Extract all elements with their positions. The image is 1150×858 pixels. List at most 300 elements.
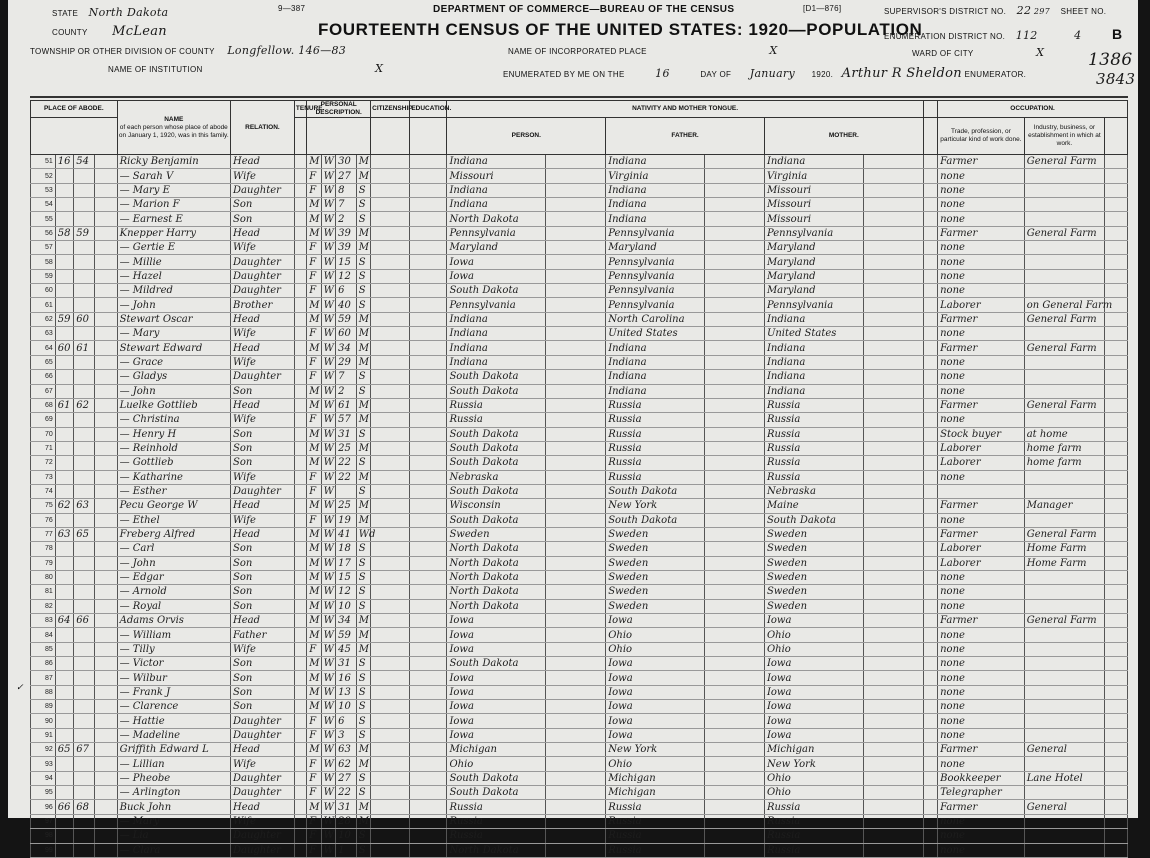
cell-m_pob: Indiana bbox=[764, 384, 863, 398]
cell-empty bbox=[94, 800, 117, 814]
cell-age: 63 bbox=[336, 743, 357, 757]
cell-ind bbox=[1024, 513, 1104, 527]
cell-empty bbox=[94, 671, 117, 685]
day-of-label: DAY OF bbox=[700, 70, 732, 79]
cell-dw bbox=[55, 685, 74, 699]
cell-name: — Mary bbox=[117, 814, 230, 828]
cell-ms: S bbox=[356, 556, 370, 570]
cell-empty bbox=[863, 499, 923, 513]
cell-sex: F bbox=[307, 255, 321, 269]
cell-name: — Arnold bbox=[117, 585, 230, 599]
cell-empty bbox=[294, 657, 306, 671]
cell-empty bbox=[94, 341, 117, 355]
cell-empty bbox=[371, 484, 410, 498]
cell-line: 75 bbox=[31, 499, 56, 513]
cell-empty bbox=[371, 413, 410, 427]
table-row bbox=[31, 671, 1128, 685]
cell-name: — Lillian bbox=[117, 757, 230, 771]
cell-race: W bbox=[321, 685, 335, 699]
cell-sex: M bbox=[307, 226, 321, 240]
cell-empty bbox=[705, 542, 765, 556]
cell-line: 98 bbox=[31, 829, 56, 843]
cell-race: W bbox=[321, 212, 335, 226]
cell-occ: Farmer bbox=[938, 614, 1025, 628]
cell-fam bbox=[74, 513, 95, 527]
cell-pob: Iowa bbox=[447, 728, 546, 742]
cell-line: 81 bbox=[31, 585, 56, 599]
cell-ms: S bbox=[356, 829, 370, 843]
cell-empty bbox=[294, 470, 306, 484]
cell-empty bbox=[294, 628, 306, 642]
cell-m_pob: Ohio bbox=[764, 786, 863, 800]
cell-fam: 67 bbox=[74, 743, 95, 757]
cell-age: 60 bbox=[336, 327, 357, 341]
cell-sex: F bbox=[307, 484, 321, 498]
table-row bbox=[31, 456, 1128, 470]
cell-empty bbox=[863, 527, 923, 541]
cell-empty bbox=[1105, 355, 1128, 369]
cell-empty bbox=[294, 843, 306, 857]
cell-ms: M bbox=[356, 312, 370, 326]
cell-rel: Son bbox=[230, 441, 294, 455]
cell-empty bbox=[371, 685, 410, 699]
cell-name: — Grace bbox=[117, 355, 230, 369]
cell-empty bbox=[546, 183, 606, 197]
cell-empty bbox=[923, 570, 937, 584]
col-mother: MOTHER. bbox=[764, 118, 923, 155]
cell-empty bbox=[863, 441, 923, 455]
cell-empty bbox=[705, 226, 765, 240]
cell-ind bbox=[1024, 700, 1104, 714]
cell-race: W bbox=[321, 298, 335, 312]
cell-line: 91 bbox=[31, 728, 56, 742]
cell-empty bbox=[546, 585, 606, 599]
cell-empty bbox=[705, 786, 765, 800]
cell-empty bbox=[923, 700, 937, 714]
cell-occ: none bbox=[938, 513, 1025, 527]
cell-empty bbox=[410, 499, 447, 513]
cell-empty bbox=[371, 398, 410, 412]
cell-m_pob: Iowa bbox=[764, 614, 863, 628]
cell-empty bbox=[371, 226, 410, 240]
cell-empty bbox=[546, 198, 606, 212]
cell-empty bbox=[94, 255, 117, 269]
cell-name: — Pheobe bbox=[117, 771, 230, 785]
cell-pob: Maryland bbox=[447, 241, 546, 255]
cell-empty bbox=[410, 585, 447, 599]
cell-line: 92 bbox=[31, 743, 56, 757]
cell-sex: M bbox=[307, 570, 321, 584]
cell-pob: Indiana bbox=[447, 183, 546, 197]
cell-empty bbox=[546, 484, 606, 498]
table-row bbox=[31, 513, 1128, 527]
cell-empty bbox=[863, 255, 923, 269]
cell-name: — Gottlieb bbox=[117, 456, 230, 470]
cell-sex: M bbox=[307, 384, 321, 398]
cell-empty bbox=[923, 398, 937, 412]
cell-pob: Pennsylvania bbox=[447, 298, 546, 312]
cell-empty bbox=[546, 226, 606, 240]
cell-age: 59 bbox=[336, 628, 357, 642]
cell-pob: South Dakota bbox=[447, 370, 546, 384]
col-person: PERSON. bbox=[447, 118, 606, 155]
cell-line: 86 bbox=[31, 657, 56, 671]
cell-m_pob: South Dakota bbox=[764, 513, 863, 527]
cell-empty bbox=[546, 542, 606, 556]
cell-line: 96 bbox=[31, 800, 56, 814]
cell-empty bbox=[371, 743, 410, 757]
cell-rel: Son bbox=[230, 671, 294, 685]
cell-empty bbox=[923, 355, 937, 369]
cell-fam bbox=[74, 556, 95, 570]
cell-sex: F bbox=[307, 786, 321, 800]
cell-ind bbox=[1024, 183, 1104, 197]
cell-empty bbox=[294, 527, 306, 541]
cell-empty bbox=[1105, 241, 1128, 255]
cell-empty bbox=[705, 628, 765, 642]
cell-empty bbox=[923, 800, 937, 814]
cell-empty bbox=[1105, 700, 1128, 714]
cell-ms: S bbox=[356, 542, 370, 556]
cell-empty bbox=[863, 599, 923, 613]
cell-fam bbox=[74, 370, 95, 384]
col-education: EDUCATION. bbox=[410, 101, 447, 118]
cell-pob: Russia bbox=[447, 398, 546, 412]
cell-m_pob: Russia bbox=[764, 398, 863, 412]
cell-empty bbox=[863, 743, 923, 757]
cell-line: 61 bbox=[31, 298, 56, 312]
supervisor-extra: 297 bbox=[1033, 7, 1050, 16]
cell-race: W bbox=[321, 628, 335, 642]
cell-name: — Sarah V bbox=[117, 169, 230, 183]
cell-empty bbox=[371, 599, 410, 613]
table-row bbox=[31, 413, 1128, 427]
col-occupation: OCCUPATION. bbox=[938, 101, 1128, 118]
cell-empty bbox=[1105, 169, 1128, 183]
cell-sex: F bbox=[307, 642, 321, 656]
cell-m_pob: Russia bbox=[764, 800, 863, 814]
cell-empty bbox=[371, 269, 410, 283]
cell-line: 80 bbox=[31, 570, 56, 584]
cell-occ: Farmer bbox=[938, 226, 1025, 240]
cell-age: 45 bbox=[336, 642, 357, 656]
cell-age: 8 bbox=[336, 183, 357, 197]
cell-fam bbox=[74, 786, 95, 800]
cell-ind bbox=[1024, 843, 1104, 857]
cell-empty bbox=[294, 155, 306, 169]
cell-rel: Son bbox=[230, 657, 294, 671]
cell-ms: S bbox=[356, 685, 370, 699]
cell-pob: Iowa bbox=[447, 642, 546, 656]
supervisor-value: 22 bbox=[1016, 4, 1032, 17]
cell-empty bbox=[294, 700, 306, 714]
table-row bbox=[31, 341, 1128, 355]
cell-empty bbox=[410, 484, 447, 498]
cell-empty bbox=[1105, 642, 1128, 656]
cell-ind bbox=[1024, 484, 1104, 498]
cell-fam bbox=[74, 685, 95, 699]
cell-empty bbox=[923, 814, 937, 828]
cell-empty bbox=[546, 413, 606, 427]
cell-fam bbox=[74, 183, 95, 197]
cell-empty bbox=[863, 685, 923, 699]
cell-line: 72 bbox=[31, 456, 56, 470]
cell-empty bbox=[923, 441, 937, 455]
cell-empty bbox=[705, 384, 765, 398]
cell-f_pob: Iowa bbox=[606, 714, 705, 728]
cell-rel: Wife bbox=[230, 470, 294, 484]
cell-empty bbox=[371, 728, 410, 742]
cell-fam: 54 bbox=[74, 155, 95, 169]
cell-occ: Farmer bbox=[938, 398, 1025, 412]
cell-empty bbox=[371, 183, 410, 197]
cell-empty bbox=[705, 413, 765, 427]
cell-empty bbox=[863, 155, 923, 169]
cell-pob: South Dakota bbox=[447, 771, 546, 785]
cell-empty bbox=[1105, 484, 1128, 498]
cell-empty bbox=[863, 570, 923, 584]
cell-rel: Son bbox=[230, 599, 294, 613]
cell-empty bbox=[705, 800, 765, 814]
cell-age: 13 bbox=[336, 685, 357, 699]
cell-age: 40 bbox=[336, 298, 357, 312]
cell-sex: F bbox=[307, 814, 321, 828]
cell-fam bbox=[74, 657, 95, 671]
cell-ind bbox=[1024, 284, 1104, 298]
cell-dw bbox=[55, 183, 74, 197]
cell-empty bbox=[371, 470, 410, 484]
incorporated-place-label: NAME OF INCORPORATED PLACE bbox=[508, 47, 647, 56]
table-row bbox=[31, 843, 1128, 857]
cell-name: — Hattie bbox=[117, 714, 230, 728]
cell-rel: Daughter bbox=[230, 370, 294, 384]
cell-occ: none bbox=[938, 700, 1025, 714]
cell-dw bbox=[55, 327, 74, 341]
sheet-label: SHEET NO. bbox=[1060, 7, 1107, 16]
census-table bbox=[30, 100, 1128, 858]
cell-age: 59 bbox=[336, 312, 357, 326]
table-row bbox=[31, 570, 1128, 584]
cell-pob: Russia bbox=[447, 829, 546, 843]
cell-sex: F bbox=[307, 714, 321, 728]
cell-fam bbox=[74, 413, 95, 427]
cell-empty bbox=[546, 155, 606, 169]
cell-pob: Indiana bbox=[447, 312, 546, 326]
cell-rel: Daughter bbox=[230, 255, 294, 269]
cell-empty bbox=[546, 743, 606, 757]
cell-empty bbox=[546, 341, 606, 355]
cell-fam bbox=[74, 814, 95, 828]
cell-fam bbox=[74, 771, 95, 785]
cell-age: 27 bbox=[336, 169, 357, 183]
cell-empty bbox=[94, 628, 117, 642]
cell-rel: Son bbox=[230, 556, 294, 570]
cell-empty bbox=[546, 499, 606, 513]
cell-pob: Nebraska bbox=[447, 470, 546, 484]
cell-empty bbox=[371, 542, 410, 556]
cell-rel: Wife bbox=[230, 355, 294, 369]
cell-empty bbox=[294, 542, 306, 556]
cell-empty bbox=[1105, 814, 1128, 828]
cell-empty bbox=[410, 284, 447, 298]
cell-empty bbox=[923, 513, 937, 527]
cell-f_pob: Ohio bbox=[606, 642, 705, 656]
cell-ind bbox=[1024, 642, 1104, 656]
cell-empty bbox=[705, 599, 765, 613]
table-row bbox=[31, 355, 1128, 369]
cell-empty bbox=[1105, 441, 1128, 455]
cell-name: — Carl bbox=[117, 542, 230, 556]
cell-m_pob: Sweden bbox=[764, 542, 863, 556]
cell-fam: 59 bbox=[74, 226, 95, 240]
cell-age: 10 bbox=[336, 700, 357, 714]
cell-rel: Wife bbox=[230, 513, 294, 527]
cell-age: 29 bbox=[336, 355, 357, 369]
cell-age: 3 bbox=[336, 728, 357, 742]
table-row bbox=[31, 255, 1128, 269]
cell-m_pob: Maryland bbox=[764, 284, 863, 298]
cell-f_pob: Sweden bbox=[606, 570, 705, 584]
cell-ms: S bbox=[356, 700, 370, 714]
cell-race: W bbox=[321, 484, 335, 498]
cell-occ: Farmer bbox=[938, 312, 1025, 326]
cell-f_pob: Michigan bbox=[606, 786, 705, 800]
state-label: STATE bbox=[52, 9, 79, 18]
cell-pob: Indiana bbox=[447, 355, 546, 369]
cell-empty bbox=[410, 169, 447, 183]
cell-race: W bbox=[321, 312, 335, 326]
cell-empty bbox=[94, 413, 117, 427]
cell-dw bbox=[55, 241, 74, 255]
cell-rel: Wife bbox=[230, 169, 294, 183]
cell-line: 65 bbox=[31, 355, 56, 369]
cell-ms: M bbox=[356, 441, 370, 455]
cell-name: — Lia bbox=[117, 829, 230, 843]
cell-race: W bbox=[321, 771, 335, 785]
cell-age: 22 bbox=[336, 786, 357, 800]
cell-empty bbox=[94, 642, 117, 656]
cell-empty bbox=[371, 441, 410, 455]
ward-value: X bbox=[1036, 46, 1045, 59]
cell-line: 74 bbox=[31, 484, 56, 498]
table-row bbox=[31, 398, 1128, 412]
cell-race: W bbox=[321, 614, 335, 628]
cell-empty bbox=[1105, 183, 1128, 197]
cell-empty bbox=[410, 728, 447, 742]
cell-pob: Iowa bbox=[447, 628, 546, 642]
cell-empty bbox=[923, 241, 937, 255]
cell-empty bbox=[410, 327, 447, 341]
cell-sex: M bbox=[307, 312, 321, 326]
cell-empty bbox=[546, 255, 606, 269]
cell-empty bbox=[94, 771, 117, 785]
cell-ms: S bbox=[356, 284, 370, 298]
cell-occ: none bbox=[938, 642, 1025, 656]
cell-m_pob: Iowa bbox=[764, 685, 863, 699]
cell-empty bbox=[410, 198, 447, 212]
cell-empty bbox=[94, 456, 117, 470]
cell-empty bbox=[546, 757, 606, 771]
cell-race: W bbox=[321, 570, 335, 584]
cell-m_pob: Russia bbox=[764, 829, 863, 843]
cell-rel: Head bbox=[230, 499, 294, 513]
cell-dw bbox=[55, 169, 74, 183]
cell-name: — Esther bbox=[117, 484, 230, 498]
cell-age: 31 bbox=[336, 800, 357, 814]
cell-empty bbox=[863, 642, 923, 656]
cell-pob: South Dakota bbox=[447, 384, 546, 398]
cell-rel: Son bbox=[230, 427, 294, 441]
cell-empty bbox=[410, 427, 447, 441]
cell-empty bbox=[294, 384, 306, 398]
cell-occ: none bbox=[938, 728, 1025, 742]
cell-empty bbox=[94, 441, 117, 455]
cell-empty bbox=[410, 355, 447, 369]
cell-m_pob: Iowa bbox=[764, 700, 863, 714]
cell-empty bbox=[410, 298, 447, 312]
cell-m_pob: Missouri bbox=[764, 198, 863, 212]
cell-dw bbox=[55, 484, 74, 498]
cell-empty bbox=[863, 212, 923, 226]
cell-empty bbox=[371, 757, 410, 771]
cell-ms: M bbox=[356, 413, 370, 427]
cell-empty bbox=[546, 441, 606, 455]
cell-race: W bbox=[321, 226, 335, 240]
cell-empty bbox=[410, 255, 447, 269]
cell-dw bbox=[55, 441, 74, 455]
cell-occ: Farmer bbox=[938, 527, 1025, 541]
cell-dw: 59 bbox=[55, 312, 74, 326]
cell-dw bbox=[55, 599, 74, 613]
cell-ind: home farm bbox=[1024, 456, 1104, 470]
cell-age: 15 bbox=[336, 570, 357, 584]
cell-ind: General Farm bbox=[1024, 527, 1104, 541]
cell-empty bbox=[1105, 341, 1128, 355]
cell-ms: S bbox=[356, 183, 370, 197]
cell-race: W bbox=[321, 413, 335, 427]
cell-m_pob: Sweden bbox=[764, 599, 863, 613]
cell-empty bbox=[1105, 226, 1128, 240]
cell-sex: F bbox=[307, 470, 321, 484]
cell-empty bbox=[294, 212, 306, 226]
cell-empty bbox=[923, 212, 937, 226]
cell-sex: M bbox=[307, 556, 321, 570]
cell-empty bbox=[546, 212, 606, 226]
cell-sex: M bbox=[307, 298, 321, 312]
cell-fam bbox=[74, 757, 95, 771]
cell-empty bbox=[410, 441, 447, 455]
cell-name: — Wilbur bbox=[117, 671, 230, 685]
cell-empty bbox=[294, 513, 306, 527]
cell-f_pob: United States bbox=[606, 327, 705, 341]
enumerated-label: ENUMERATED BY ME ON THE bbox=[503, 70, 625, 79]
cell-f_pob: Russia bbox=[606, 398, 705, 412]
cell-empty bbox=[705, 198, 765, 212]
cell-occ: none bbox=[938, 370, 1025, 384]
cell-m_pob: New York bbox=[764, 757, 863, 771]
cell-empty bbox=[294, 284, 306, 298]
cell-empty bbox=[923, 384, 937, 398]
cell-empty bbox=[1105, 771, 1128, 785]
table-row bbox=[31, 212, 1128, 226]
cell-rel: Daughter bbox=[230, 284, 294, 298]
cell-m_pob: Ohio bbox=[764, 642, 863, 656]
table-row bbox=[31, 628, 1128, 642]
cell-empty bbox=[546, 327, 606, 341]
cell-line: 90 bbox=[31, 714, 56, 728]
ward-label: WARD OF CITY bbox=[912, 49, 974, 58]
cell-empty bbox=[371, 384, 410, 398]
